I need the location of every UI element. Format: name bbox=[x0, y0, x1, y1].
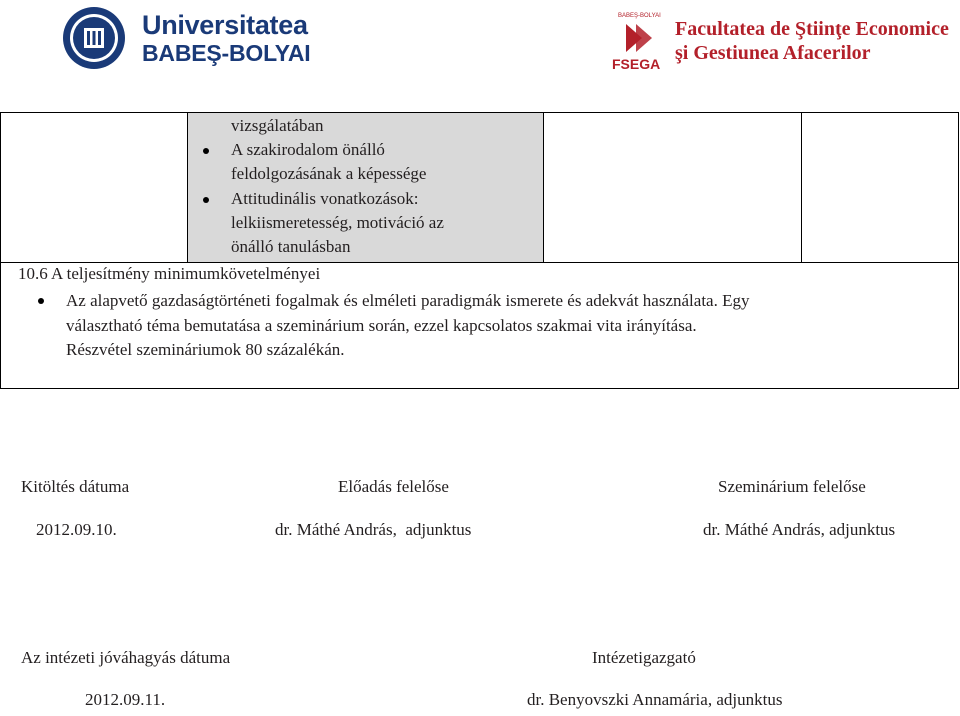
cell-divider bbox=[187, 112, 188, 262]
ubb-seal-logo bbox=[62, 6, 126, 70]
fill-date-label: Kitöltés dátuma bbox=[21, 477, 130, 496]
fsega-logo bbox=[612, 14, 666, 72]
cell-divider bbox=[801, 112, 802, 262]
requirement-line: Az alapvető gazdaságtörténeti fogalmak és elméleti paradigmák ismerete és adekvát használata. Egy bbox=[66, 291, 750, 310]
lecture-responsible-label: Előadás felelőse bbox=[338, 477, 449, 496]
cell-text-line: vizsgálatában bbox=[231, 116, 324, 135]
bullet-icon bbox=[203, 148, 209, 154]
cell-text-line: lelkiismeretesség, motiváció az bbox=[231, 213, 444, 232]
cell-text-line: Attitudinális vonatkozások: bbox=[231, 189, 419, 208]
approval-date-label: Az intézeti jóváhagyás dátuma bbox=[21, 648, 231, 667]
table-right-border bbox=[958, 112, 959, 389]
lecture-responsible-name: dr. Máthé András, adjunktus bbox=[275, 520, 472, 539]
university-name-line1: Universitatea bbox=[142, 10, 308, 40]
requirement-line: Részvétel szemináriumok 80 százalékán. bbox=[66, 340, 345, 359]
fill-date-value: 2012.09.10. bbox=[36, 520, 117, 539]
director-label: Intézetigazgató bbox=[592, 648, 696, 667]
cell-text-line: A szakirodalom önálló bbox=[231, 140, 385, 159]
cell-text-line: önálló tanulásban bbox=[231, 237, 351, 256]
fsega-abbr: FSEGA bbox=[612, 56, 661, 72]
approval-date-value: 2012.09.11. bbox=[85, 690, 166, 709]
bullet-icon bbox=[203, 197, 209, 203]
cell-divider bbox=[543, 112, 544, 262]
faculty-name-line1: Facultatea de Ştiinţe Economice bbox=[675, 18, 949, 40]
university-name-line2: BABEŞ-BOLYAI bbox=[142, 40, 311, 66]
fsega-small-text: BABEŞ-BOLYAI bbox=[618, 13, 661, 19]
table-left-border bbox=[0, 112, 1, 389]
bullet-icon bbox=[38, 298, 44, 304]
faculty-name-line2: şi Gestiunea Afacerilor bbox=[675, 42, 871, 64]
table-top-border bbox=[0, 112, 959, 113]
section-heading: 10.6 A teljesítmény minimumkövetelményei bbox=[18, 264, 321, 283]
cell-text-line: feldolgozásának a képessége bbox=[231, 164, 427, 183]
director-name: dr. Benyovszki Annamária, adjunktus bbox=[527, 690, 783, 709]
seminar-responsible-name: dr. Máthé András, adjunktus bbox=[703, 520, 896, 539]
table-bottom-border bbox=[0, 388, 959, 389]
requirement-line: választható téma bemutatása a szeminárium során, ezzel kapcsolatos szakmai vita irányítása. bbox=[66, 316, 697, 335]
seminar-responsible-label: Szeminárium felelőse bbox=[718, 477, 866, 496]
